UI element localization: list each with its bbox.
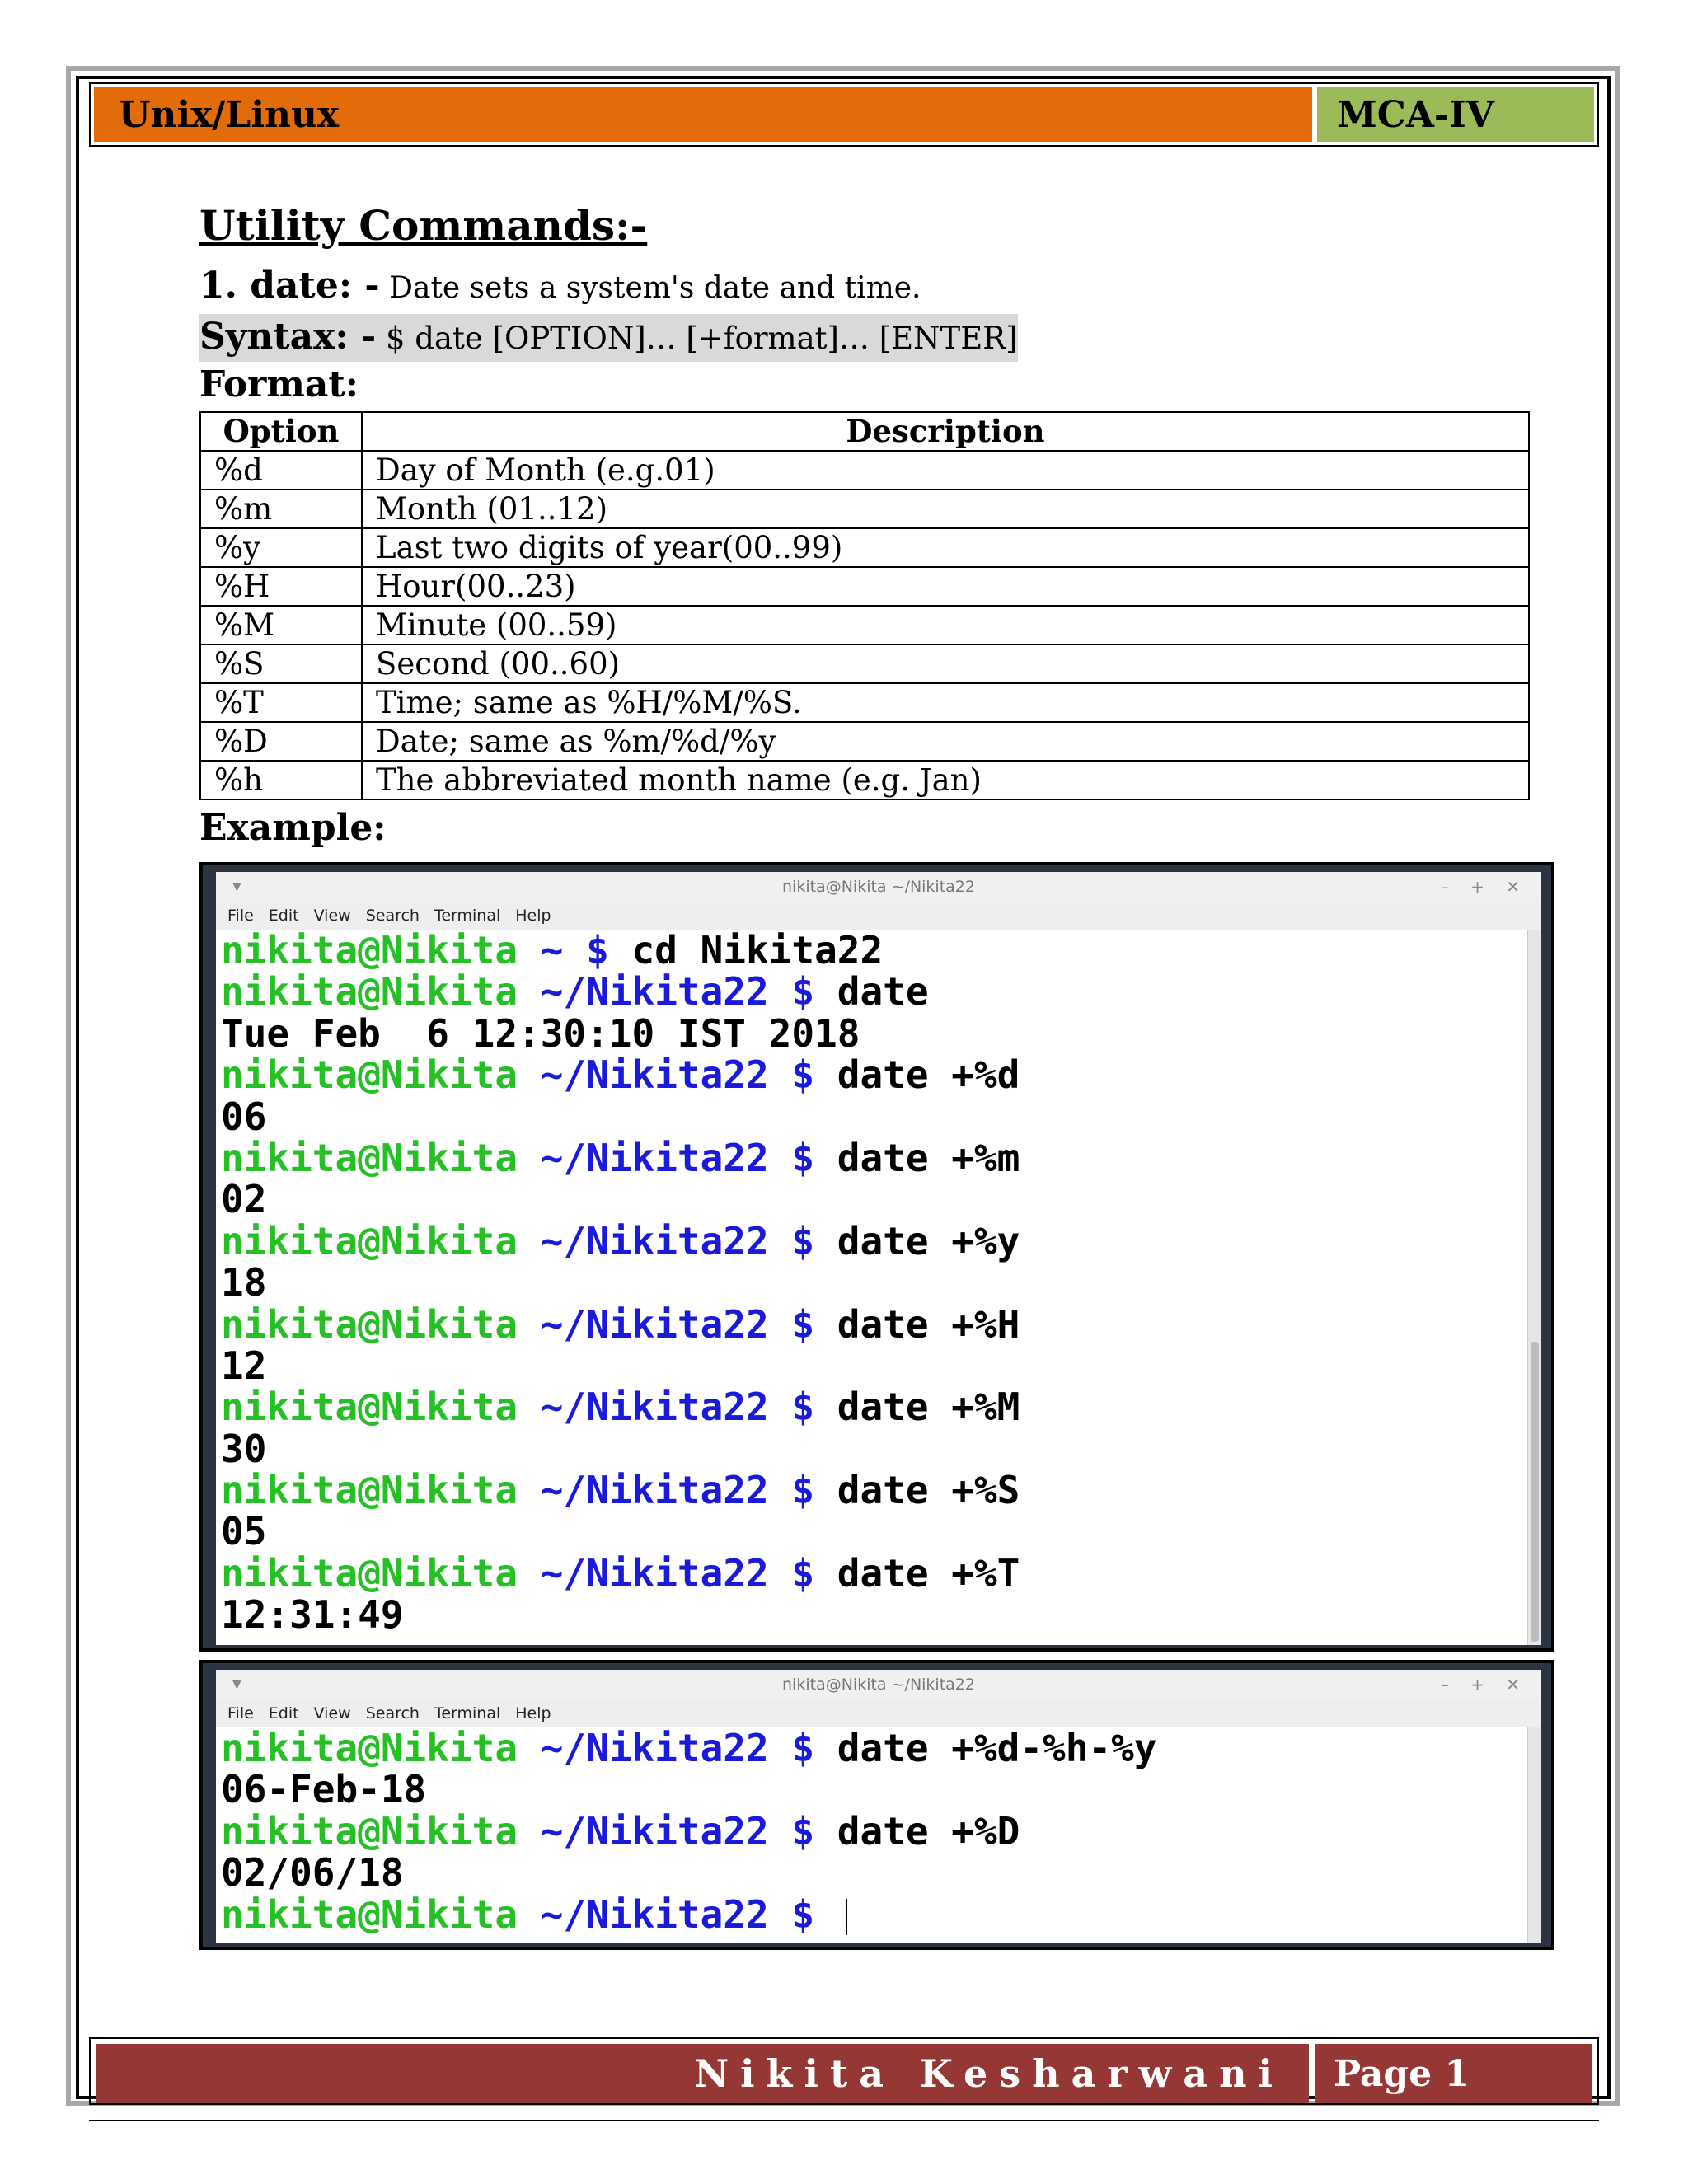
format-table: [199, 411, 1530, 800]
prompt-symbol: $: [768, 1550, 837, 1596]
prompt-symbol: $: [768, 1218, 837, 1263]
option-cell: %D: [200, 722, 362, 761]
description-cell: Month (01..12): [362, 490, 1529, 528]
scrollbar-thumb[interactable]: [1531, 1342, 1539, 1642]
terminal-output-line: Tue Feb 6 12:30:10 IST 2018: [221, 1010, 860, 1056]
terminal-command: date +%M: [837, 1385, 1020, 1430]
prompt-user: nikita@Nikita: [221, 1891, 518, 1937]
terminal-output-line: 05: [221, 1509, 267, 1554]
menu-item-help[interactable]: Help: [515, 1704, 551, 1722]
prompt-path: ~/Nikita22: [540, 1468, 769, 1513]
option-cell: %m: [200, 490, 362, 528]
prompt-user: nikita@Nikita: [221, 1550, 518, 1596]
terminal-title: nikita@Nikita ~/Nikita22: [782, 1675, 975, 1694]
prompt-path: ~/Nikita22: [540, 1218, 769, 1263]
text-cursor: [846, 1899, 847, 1935]
command-description: Date sets a system's date and time.: [379, 271, 921, 305]
table-row: [200, 451, 1529, 490]
terminal-command: date +%S: [837, 1468, 1020, 1513]
menu-item-view[interactable]: View: [313, 1704, 351, 1722]
example-heading: Example:: [199, 807, 387, 849]
footer-author: Nikita Kesharwani: [96, 2044, 1309, 2103]
menu-item-search[interactable]: Search: [365, 1704, 420, 1722]
format-heading: Format:: [199, 363, 359, 405]
menu-item-file[interactable]: File: [227, 907, 254, 925]
table-header-option: Option: [200, 412, 362, 451]
window-menu-icon[interactable]: ▼: [232, 1678, 241, 1691]
terminal-command: cd Nikita22: [631, 930, 884, 972]
prompt-path: ~: [540, 930, 564, 972]
terminal-output-line: 02: [221, 1177, 267, 1222]
terminal-prompt-line: [221, 1469, 1541, 1511]
prompt-user: nikita@Nikita: [221, 930, 518, 972]
terminal-output-line: 12:31:49: [221, 1592, 404, 1638]
prompt-path: ~/Nikita22: [540, 1385, 769, 1430]
prompt-path: ~/Nikita22: [540, 1550, 769, 1596]
terminal-scrollbar[interactable]: [1527, 1727, 1541, 1943]
window-controls[interactable]: – + ✕: [1440, 1675, 1528, 1694]
option-cell: %H: [200, 567, 362, 606]
description-cell: Hour(00..23): [362, 567, 1529, 606]
prompt-symbol: $: [768, 969, 837, 1015]
prompt-symbol: $: [768, 1891, 837, 1937]
terminal-prompt-line: [221, 1808, 1541, 1854]
terminal-command: date +%d-%h-%y: [837, 1727, 1157, 1770]
prompt-path: ~/Nikita22: [540, 969, 769, 1015]
terminal-prompt-line: [221, 930, 1541, 971]
prompt-user: nikita@Nikita: [221, 1052, 518, 1098]
prompt-symbol: $: [768, 1301, 837, 1347]
terminal-menubar: [216, 902, 1541, 930]
terminal-title: nikita@Nikita ~/Nikita22: [782, 878, 975, 896]
terminal-titlebar: [216, 872, 1541, 902]
menu-item-edit[interactable]: Edit: [268, 907, 299, 925]
table-row: [200, 722, 1529, 761]
terminal-prompt-line: [221, 1137, 1541, 1179]
window-menu-icon[interactable]: ▼: [232, 880, 241, 893]
command-intro: [199, 260, 1551, 314]
description-cell: Last two digits of year(00..99): [362, 528, 1529, 567]
table-header-row: [200, 412, 1529, 451]
table-row: [200, 644, 1529, 683]
prompt-symbol: $: [768, 1052, 837, 1098]
terminal-command: date +%y: [837, 1218, 1020, 1263]
prompt-user: nikita@Nikita: [221, 1385, 518, 1430]
terminal-menubar: [216, 1699, 1541, 1727]
prompt-path: ~/Nikita22: [540, 1135, 769, 1180]
table-row: [200, 761, 1529, 799]
page-content: [199, 191, 1551, 851]
syntax-text: $ date [OPTION]… [+format]… [ENTER]: [376, 321, 1018, 356]
terminal-command: date: [837, 969, 929, 1015]
table-header-description: Description: [362, 412, 1529, 451]
terminal-command: date +%d: [837, 1052, 1020, 1098]
page-footer: [89, 2037, 1599, 2105]
prompt-symbol: $: [768, 1135, 837, 1180]
terminal-command: date +%m: [837, 1135, 1020, 1180]
terminal-output-line: 06-Feb-18: [221, 1767, 427, 1812]
terminal-command: date +%T: [837, 1550, 1020, 1596]
terminal-command: date +%D: [837, 1808, 1020, 1854]
terminal-screen[interactable]: [216, 1727, 1541, 1943]
table-row: [200, 528, 1529, 567]
prompt-path: ~/Nikita22: [540, 1052, 769, 1098]
menu-item-help[interactable]: Help: [515, 907, 551, 925]
terminal-output: [221, 1727, 1541, 1935]
menu-item-terminal[interactable]: Terminal: [434, 907, 501, 925]
footer-page-number: Page 1: [1315, 2044, 1592, 2103]
menu-item-search[interactable]: Search: [365, 907, 420, 925]
description-cell: Minute (00..59): [362, 606, 1529, 644]
terminal-prompt-line: [221, 1550, 1541, 1596]
terminal-window-2: [199, 1660, 1554, 1950]
terminal-prompt-line: [221, 969, 1541, 1015]
option-cell: %T: [200, 683, 362, 722]
prompt-symbol: $: [768, 1468, 837, 1513]
description-cell: The abbreviated month name (e.g. Jan): [362, 761, 1529, 799]
terminal-output: [221, 930, 1541, 1636]
terminal-prompt-line: [221, 1301, 1541, 1347]
terminal-prompt-line: [221, 1385, 1541, 1430]
command-label: 1. date: -: [199, 265, 380, 307]
description-cell: Second (00..60): [362, 644, 1529, 683]
window-controls[interactable]: – + ✕: [1440, 877, 1528, 897]
terminal-command: date +%H: [837, 1301, 1020, 1347]
prompt-user: nikita@Nikita: [221, 1218, 518, 1263]
option-cell: %d: [200, 451, 362, 490]
prompt-user: nikita@Nikita: [221, 969, 518, 1015]
page-header: [89, 82, 1599, 147]
prompt-path: ~/Nikita22: [540, 1808, 769, 1854]
terminal-window-1: [199, 862, 1554, 1652]
option-cell: %y: [200, 528, 362, 567]
table-row: [200, 683, 1529, 722]
footer-rule: [89, 2120, 1599, 2121]
header-course: MCA-IV: [1317, 87, 1594, 142]
terminal-scrollbar[interactable]: [1527, 930, 1541, 1645]
menu-item-edit[interactable]: Edit: [268, 1704, 299, 1722]
terminal-output-line: 12: [221, 1343, 267, 1388]
terminal-prompt-line: [221, 1891, 1541, 1937]
description-cell: Day of Month (e.g.01): [362, 451, 1529, 490]
section-title: Utility Commands:-: [199, 201, 648, 250]
terminal-output-line: 18: [221, 1260, 267, 1305]
table-row: [200, 606, 1529, 644]
option-cell: %h: [200, 761, 362, 799]
prompt-user: nikita@Nikita: [221, 1727, 518, 1770]
prompt-user: nikita@Nikita: [221, 1135, 518, 1180]
syntax-label: Syntax: -: [199, 316, 377, 358]
description-cell: Time; same as %H/%M/%S.: [362, 683, 1529, 722]
prompt-path: ~/Nikita22: [540, 1727, 769, 1770]
table-row: [200, 567, 1529, 606]
prompt-symbol: $: [768, 1727, 837, 1770]
prompt-symbol: $: [768, 1808, 837, 1854]
description-cell: Date; same as %m/%d/%y: [362, 722, 1529, 761]
header-subject: Unix/Linux: [94, 87, 1312, 142]
menu-item-file[interactable]: File: [227, 1704, 254, 1722]
option-cell: %S: [200, 644, 362, 683]
terminal-prompt-line: [221, 1052, 1541, 1098]
table-body: [200, 451, 1529, 799]
terminal-titlebar: [216, 1670, 1541, 1699]
terminal-screen[interactable]: [216, 930, 1541, 1645]
prompt-user: nikita@Nikita: [221, 1301, 518, 1347]
prompt-symbol: $: [563, 930, 632, 972]
prompt-path: ~/Nikita22: [540, 1301, 769, 1347]
menu-item-view[interactable]: View: [313, 907, 351, 925]
table-row: [200, 490, 1529, 528]
prompt-path: ~/Nikita22: [540, 1891, 769, 1937]
terminal-output-line: 30: [221, 1426, 267, 1471]
terminal-output-line: 02/06/18: [221, 1850, 404, 1896]
option-cell: %M: [200, 606, 362, 644]
syntax-line: [199, 314, 1018, 362]
terminal-output-line: 06: [221, 1094, 267, 1139]
terminal-prompt-line: [221, 1218, 1541, 1263]
prompt-user: nikita@Nikita: [221, 1808, 518, 1854]
menu-item-terminal[interactable]: Terminal: [434, 1704, 501, 1722]
prompt-symbol: $: [768, 1385, 837, 1430]
terminal-prompt-line: [221, 1727, 1541, 1769]
prompt-user: nikita@Nikita: [221, 1468, 518, 1513]
